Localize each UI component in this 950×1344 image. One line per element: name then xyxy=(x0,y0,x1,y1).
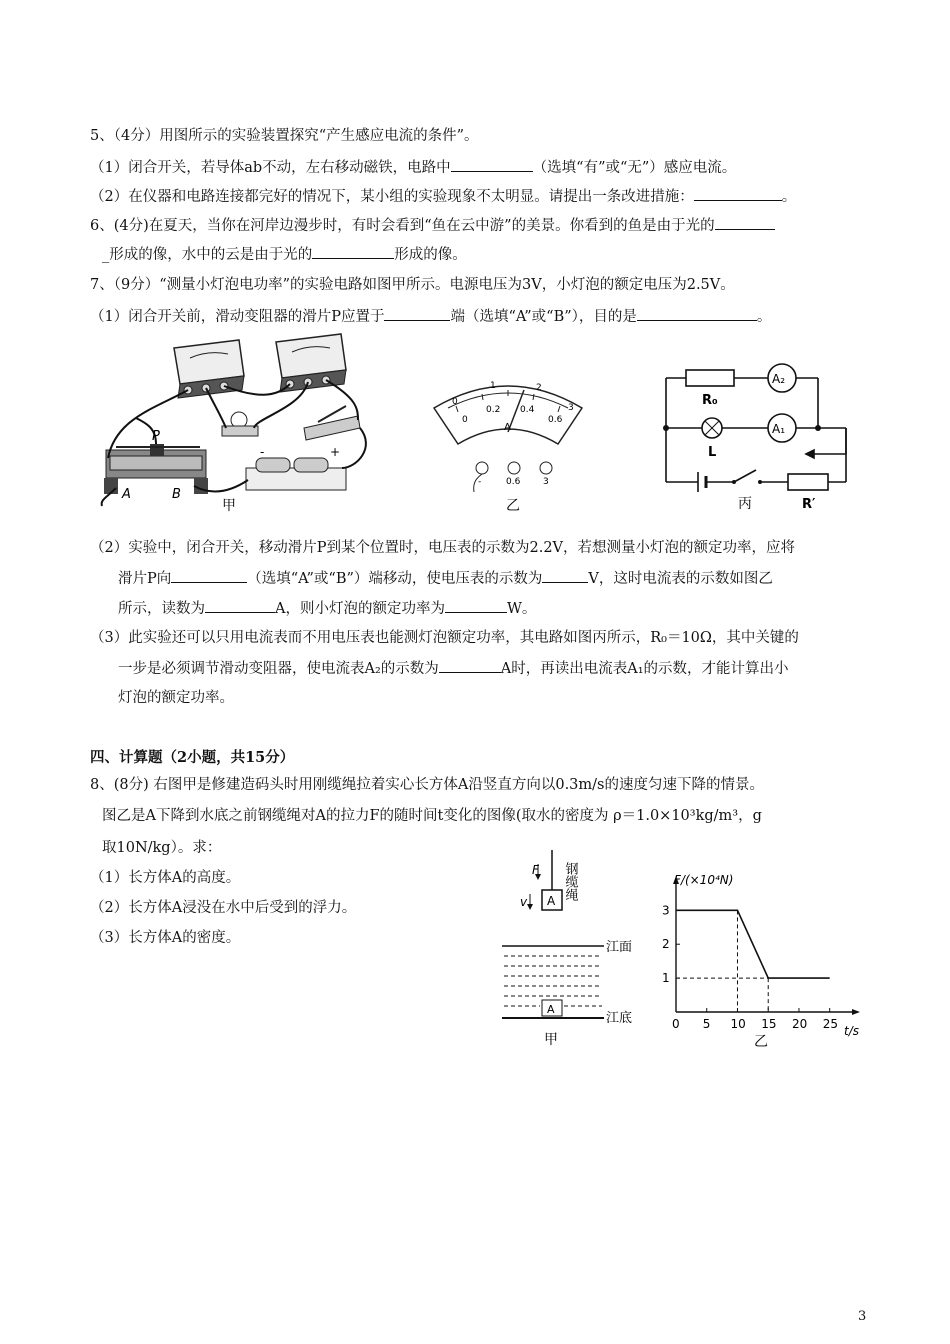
jia-label-p: P xyxy=(152,429,160,444)
chart-ylabel: F/(×10⁴N) xyxy=(674,873,734,887)
scene-f-label: F xyxy=(532,863,539,877)
q6-line2 xyxy=(102,244,467,265)
chart-x-tick-label: 20 xyxy=(791,1017,808,1031)
scene-caption: 甲 xyxy=(544,1032,558,1048)
q8-line1: 8、(8分) 右图甲是修建造码头时用刚缆绳拉着实心长方体A沿竖直方向以0.3m/s的速度匀速下降的情景。 xyxy=(90,777,764,793)
dial-top-1: 1 xyxy=(490,381,496,391)
q6-line1-text: 6、(4分)在夏天，当你在河岸边漫步时，有时会看到“鱼在云中游”的美景。你看到的鱼是由于光的 xyxy=(90,218,715,234)
q7-p2-text-c: V，这时电流表的示数如图乙 xyxy=(588,571,773,587)
q8-sub2: （2）长方体A浸没在水中后受到的浮力。 xyxy=(90,900,357,916)
chart-xlabel: t/s xyxy=(844,1024,859,1038)
circuit-l: L xyxy=(708,445,717,460)
dial-top-0: 0 xyxy=(452,397,458,407)
q6-line2-text-a: _形成的像，水中的云是由于光的 xyxy=(102,247,313,263)
q7-blank-4[interactable] xyxy=(542,568,588,583)
q6-line2-text-b: 形成的像。 xyxy=(394,247,467,263)
q7-figure-apparatus xyxy=(96,328,386,518)
jia-label-b: B xyxy=(172,487,181,502)
q7-part1-text-c: 。 xyxy=(756,309,772,325)
scene-v-label: v xyxy=(520,895,528,909)
scene-rope-label: 钢缆绳 xyxy=(562,862,578,901)
term-minus: - xyxy=(478,477,482,487)
q8-figure-scene xyxy=(500,846,650,1052)
q7-p2-text-a: 滑片P向 xyxy=(118,571,172,587)
term-0-6: 0.6 xyxy=(506,477,521,487)
q7-blank-1[interactable] xyxy=(384,306,450,321)
q7-part3-line2 xyxy=(118,658,789,679)
q7-part2-line1: （2）实验中，闭合开关，移动滑片P到某个位置时，电压表的示数为2.2V，若想测量小灯泡的额定功率，应将 xyxy=(90,540,796,556)
chart-caption: 乙 xyxy=(754,1034,768,1050)
q5-part1 xyxy=(90,157,736,178)
q7-part1 xyxy=(90,306,771,327)
q7-part1-text-b: 端（选填“A”或“B”），目的是 xyxy=(450,309,637,325)
q7-part3-line3: 灯泡的额定功率。 xyxy=(118,690,234,706)
chart-x-tick-label: 0 xyxy=(672,1017,680,1031)
q7-part1-text-a: （1）闭合开关前，滑动变阻器的滑片P应置于 xyxy=(90,309,385,325)
q8-line2: 图乙是A下降到水底之前钢缆绳对A的拉力F的随时间t变化的图像(取水的密度为 ρ＝1.0×10³kg/m³，g xyxy=(102,808,762,824)
scene-block-underwater: A xyxy=(547,1003,555,1016)
chart-x-tick-label: 10 xyxy=(730,1017,746,1031)
scene-bottom-label: 江底 xyxy=(606,1011,633,1026)
q6-blank-1[interactable] xyxy=(715,215,775,230)
q7-p2-text-f: W。 xyxy=(506,601,537,617)
q7-part2-line2 xyxy=(118,568,773,589)
q7-p2-text-b: （选填“A”或“B”）端移动，使电压表的示数为 xyxy=(247,571,543,587)
q8-chart xyxy=(656,870,866,1050)
q5-part1-text-a: （1）闭合开关，若导体ab不动，左右移动磁铁，电路中 xyxy=(90,160,451,176)
q7-p3-text-b: A时，再读出电流表A₁的示数，才能计算出小 xyxy=(500,661,789,677)
chart-y-tick-label: 2 xyxy=(662,937,670,952)
ammeter-icon xyxy=(276,334,346,392)
scene-surface-label: 江面 xyxy=(606,940,633,955)
dial-top-2: 2 xyxy=(536,383,542,393)
page-number: 3 xyxy=(858,1309,867,1324)
chart-x-tick-label: 5 xyxy=(702,1017,711,1031)
chart-y-tick-label: 3 xyxy=(662,903,670,918)
term-3: 3 xyxy=(543,477,549,487)
dial-bottom-2: 0.4 xyxy=(520,405,535,415)
q7-stem: 7、（9分）“测量小灯泡电功率”的实验电路如图甲所示。电源电压为3V，小灯泡的额定电压为2.5V。 xyxy=(90,277,735,293)
q6-line1 xyxy=(90,215,775,236)
q8-sub3: （3）长方体A的密度。 xyxy=(90,930,241,946)
chart-x-tick-label: 25 xyxy=(822,1017,838,1031)
q8-sub1: （1）长方体A的高度。 xyxy=(90,870,241,886)
q7-blank-5[interactable] xyxy=(205,598,275,613)
q7-blank-6[interactable] xyxy=(445,598,507,613)
jia-label-a: A xyxy=(122,487,131,502)
circuit-a1: A₁ xyxy=(772,422,786,436)
jia-term-minus: - xyxy=(260,445,265,459)
circuit-a2: A₂ xyxy=(772,372,786,386)
q7-part2-line3 xyxy=(118,598,536,619)
q5-part1-text-b: （选填“有”或“无”）感应电流。 xyxy=(532,160,737,176)
dial-unit: A xyxy=(504,422,511,433)
yi-caption: 乙 xyxy=(506,498,520,514)
jia-term-plus: + xyxy=(330,445,341,459)
scene-block-label: A xyxy=(547,894,556,908)
q7-blank-3[interactable] xyxy=(171,568,247,583)
chart-y-tick-label: 1 xyxy=(662,971,670,986)
q7-blank-2[interactable] xyxy=(637,306,757,321)
section-title: 四、计算题（2小题，共15分） xyxy=(90,749,295,766)
q8-line3: 取10N/kg）。求： xyxy=(102,840,222,856)
q5-blank-2[interactable] xyxy=(694,186,782,201)
q7-p2-text-d: 所示，读数为 xyxy=(118,601,205,617)
dial-bottom-3: 0.6 xyxy=(548,415,563,425)
q7-blank-7[interactable] xyxy=(439,658,501,673)
q7-figure-ammeter xyxy=(430,372,586,516)
dial-bottom-1: 0.2 xyxy=(486,405,501,415)
chart-x-arrow xyxy=(852,1009,860,1015)
q5-part2-text: （2）在仪器和电路连接都完好的情况下，某小组的实验现象不太明显。请提出一条改进措施： xyxy=(90,189,694,205)
q6-blank-2[interactable] xyxy=(312,244,394,259)
jia-caption: 甲 xyxy=(222,498,236,514)
circuit-rp: R′ xyxy=(802,497,816,512)
q7-p2-text-e: A，则小灯泡的额定功率为 xyxy=(275,601,445,617)
q7-p3-text-a: 一步是必须调节滑动变阻器，使电流表A₂的示数为 xyxy=(118,661,439,677)
q5-part2: （2）在仪器和电路连接都完好的情况下，某小组的实验现象不太明显。请提出一条改进措施： 。 xyxy=(90,186,796,207)
chart-x-tick-label: 15 xyxy=(761,1017,777,1031)
q7-figure-circuit xyxy=(660,360,860,520)
bing-caption: 丙 xyxy=(738,496,752,512)
dial-top-3: 3 xyxy=(568,403,574,413)
circuit-r0: R₀ xyxy=(702,393,718,408)
q7-part3-line1: （3）此实验还可以只用电流表而不用电压表也能测灯泡额定功率，其电路如图丙所示，R₀＝10Ω，其中关键的 xyxy=(90,630,799,646)
q5-stem: 5、（4分）用图所示的实验装置探究“产生感应电流的条件”。 xyxy=(90,128,479,144)
chart-series-line xyxy=(676,910,830,978)
q5-blank-1[interactable] xyxy=(451,157,533,172)
dial-bottom-0: 0 xyxy=(462,415,468,425)
